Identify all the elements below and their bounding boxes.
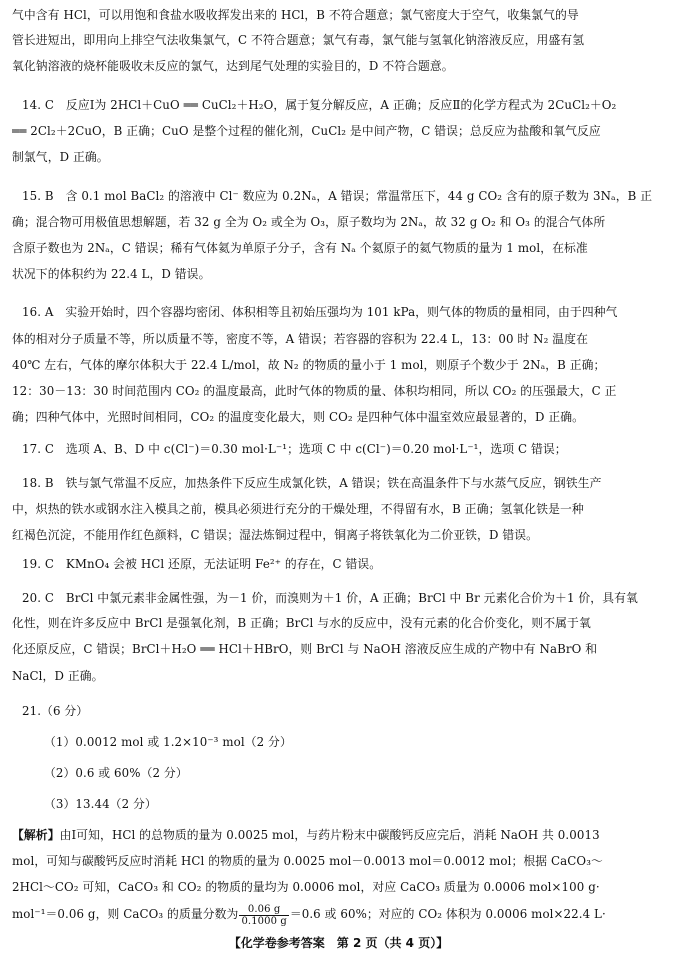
fraction-line-start: mol⁻¹＝0.06 g，则 CaCO₃ 的质量分数为 [12, 907, 239, 921]
text-line: 确；混合物可用极值思想解题，若 32 g 全为 O₂ 或全为 O₃，原子数均为 2Nₐ，故 32 g O₂ 和 O₃ 的混合气体所 [12, 215, 606, 229]
text-line: 体的相对分子质量不等，所以质量不等，密度不等，A 错误；若容器的容积为 22.4 L，13：00 时 N₂ 温度在 [12, 332, 588, 346]
text-line: ══ 2Cl₂＋2CuO，B 正确；CuO 是整个过程的催化剂，CuCl₂ 是中间产物，C 错误；总反应为盐酸和氧气反应 [12, 124, 601, 138]
text-line: 含原子数也为 2Nₐ，C 错误；稀有气体氦为单原子分子，含有 Nₐ 个氦原子的氦气物质的量为 1 mol，在标准 [12, 241, 588, 255]
page-footer: 【化学卷参考答案 第 2 页（共 4 页）】 [228, 936, 449, 950]
answer-21-part-1: （1）0.0012 mol 或 1.2×10⁻³ mol（2 分） [44, 735, 292, 749]
text-line: 红褐色沉淀，不能用作红色颜料，C 错误；湿法炼铜过程中，铜离子将铁氧化为二价亚铁，D 错误。 [12, 528, 539, 542]
answer-16-line: 16. A 实验开始时，四个容器均密闭、体积相等且初始压强均为 101 kPa，则气体的物质的量相同，由于四种气 [22, 305, 618, 319]
text-line: 氧化钠溶液的烧杯能吸收未反应的氯气，达到尾气处理的实验目的，D 不符合题意。 [12, 59, 454, 73]
text-line: 管长进短出，即用向上排空气法收集氯气，C 不符合题意；氯气有毒，氯气能与氢氧化钠溶液反应，用盛有氢 [12, 33, 585, 47]
text-line: 状况下的体积约为 22.4 L，D 错误。 [12, 267, 211, 281]
fraction-line [12, 902, 665, 927]
text-line: 确；四种气体中，光照时间相同，CO₂ 的温度变化最大，则 CO₂ 是四种气体中温室效应最显著的，D 正确。 [12, 410, 585, 424]
text-line: 制氯气，D 正确。 [12, 150, 109, 164]
answer-17-line: 17. C 选项 A、B、D 中 c(Cl⁻)＝0.30 mol·L⁻¹；选项 C 中 c(Cl⁻)＝0.20 mol·L⁻¹，选项 C 错误； [22, 442, 567, 456]
answer-21-part-3: （3）13.44（2 分） [44, 797, 157, 811]
fraction-line-end: ＝0.6 或 60%；对应的 CO₂ 体积为 0.0006 mol×22.4 L· [289, 907, 606, 921]
text-line: 12：30－13：30 时间范围内 CO₂ 的温度最高，此时气体的物质的量、体积均相同，所以 CO₂ 的压强最大，C 正 [12, 384, 617, 398]
text-line: mol，可知与碳酸钙反应时消耗 HCl 的物质的量为 0.0025 mol－0.0013 mol＝0.0012 mol；根据 CaCO₃～ [12, 854, 603, 868]
text-line: 气中含有 HCl，可以用饱和食盐水吸收挥发出来的 HCl，B 不符合题意；氯气密度大于空气，收集氯气的导 [12, 8, 579, 22]
text-line: 中，炽热的铁水或钢水注入模具之前，模具必须进行充分的干燥处理，不得留有水，B 正确；氢氧化铁是一种 [12, 502, 584, 516]
text-line: 40℃ 左右，气体的摩尔体积大于 22.4 L/mol，故 N₂ 的物质的量小于 1 mol，则原子个数少于 2Nₐ，B 正确； [12, 358, 606, 372]
answer-20-line: 20. C BrCl 中氯元素非金属性强，为－1 价，而溴则为＋1 价，A 正确；BrCl 中 Br 元素化合价为＋1 价，具有氧 [22, 591, 638, 605]
fraction-numerator: 0.06 g [239, 904, 288, 916]
analysis-text: 由Ⅰ可知，HCl 的总物质的量为 0.0025 mol，与药片粉末中碳酸钙反应完后，消耗 NaOH 共 0.0013 [59, 828, 600, 842]
analysis-line [12, 826, 665, 844]
answer-21-heading: 21.（6 分） [22, 704, 89, 718]
text-line: 化性，则在许多反应中 BrCl 是强氧化剂，B 正确；BrCl 与水的反应中，没有元素的化合价变化，则不属于氧 [12, 616, 591, 630]
answer-14-line: 14. C 反应Ⅰ为 2HCl＋CuO ══ CuCl₂＋H₂O，属于复分解反应，A 正确；反应Ⅱ的化学方程式为 2CuCl₂＋O₂ [22, 98, 617, 112]
text-line: NaCl，D 正确。 [12, 669, 104, 683]
fraction-denominator: 0.1000 g [241, 915, 287, 927]
text-line: 化还原反应，C 错误；BrCl＋H₂O ══ HCl＋HBrO，则 BrCl 与 NaOH 溶液反应生成的产物中有 NaBrO 和 [12, 642, 598, 656]
answer-15-line: 15. B 含 0.1 mol BaCl₂ 的溶液中 Cl⁻ 数应为 0.2Nₐ，A 错误；常温常压下，44 g CO₂ 含有的原子数为 3Nₐ，B 正 [22, 189, 653, 203]
answer-19-line: 19. C KMnO₄ 会被 HCl 还原，无法证明 Fe²⁺ 的存在，C 错误。 [22, 557, 382, 571]
answer-18-line: 18. B 铁与氯气常温不反应，加热条件下反应生成氯化铁，A 错误；铁在高温条件下与水蒸气反应，钢铁生产 [22, 476, 602, 490]
text-line: 2HCl～CO₂ 可知，CaCO₃ 和 CO₂ 的物质的量均为 0.0006 mol，对应 CaCO₃ 质量为 0.0006 mol×100 g· [12, 880, 600, 894]
answer-21-part-2: （2）0.6 或 60%（2 分） [44, 766, 188, 780]
analysis-label: 【解析】 [12, 828, 60, 842]
mass-fraction [239, 904, 288, 927]
